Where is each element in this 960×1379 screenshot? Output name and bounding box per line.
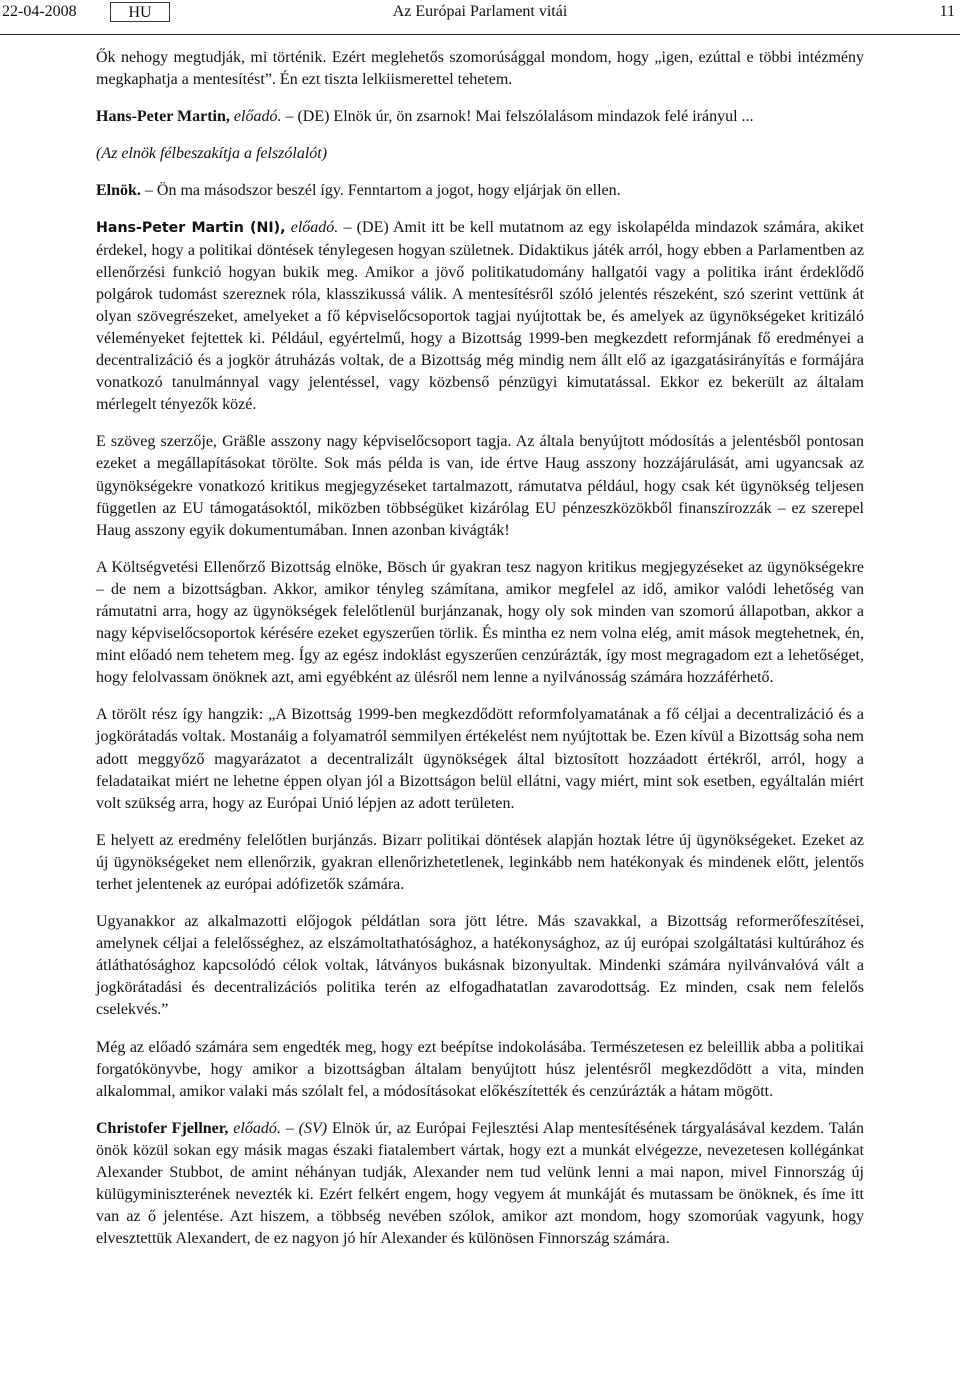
paragraph-12 — [96, 1118, 864, 1251]
paragraph-8: A törölt rész így hangzik: „A Bizottság 1999-ben megkezdődött reformfolyamatának a fő céljai a decentralizáció és a jogkörátadás voltak. Mostanáig a folyamatról semmilyen értékelést nem nyújtottak be. Ezen kívül a Bizottság soha nem adott meggyőző magyarázatot a decentralizált ügynökségek által biztosított hozzáadott értékről, arról, hogy a feladataikat miért ne lehetne éppen olyan jól a Bizottságon belül ellátni, vagy miért, mint sok esetben, egyáltalán miért volt szükség arra, hogy az Európai Unió lépjen az adott területen. — [96, 706, 864, 812]
language-code-box: HU — [110, 2, 170, 22]
document-body — [96, 47, 864, 1265]
speaker-role: előadó. — [290, 219, 339, 237]
speaker-language: – (DE) — [285, 108, 330, 126]
speaker-name: Hans-Peter Martin, — [96, 108, 230, 126]
speaker-name: Christofer Fjellner, — [96, 1119, 229, 1137]
paragraph-9: E helyett az eredmény felelőtlen burjánzás. Bizarr politikai döntések alapján hoztak létre új ügynökségeket. Ezeket az új ügynökségeket nem ellenőrzik, gyakran ellenőrizhetetlenek, leginkább nem hatékonyak és mindenek előtt, jelentős terhet jelentenek az európai adófizetők számára. — [96, 831, 864, 893]
interjection: (Az elnök félbeszakítja a felszólalót) — [96, 145, 328, 163]
paragraph-4 — [96, 180, 864, 202]
speech-text: Elnök úr, ön zsarnok! Mai felszólalásom mindazok felé irányul ... — [333, 108, 754, 126]
speaker-role: előadó. — [233, 108, 282, 126]
paragraph-6: E szöveg szerzője, Gräßle asszony nagy képviselőcsoport tagja. Az általa benyújtott módosítás a jelentésből pontosan ezeket a megállapításokat törölte. Sok más példa is van, ide értve Haug asszony hozzájárulását, ami ugyancsak az ügynökségekre vonatkozó kritikus megjegyzéseket tartalmazott, rámutatva például, hogy csak két ügynökség teljesen független az EU támogatásoktól, miközben többségüket kizárólag EU pénzeszközökből finanszírozzák – ez szerepel Haug asszony egyik dokumentumában. Innen azonban kivágták! — [96, 433, 864, 539]
speaker-language: – (DE) — [343, 219, 389, 237]
speaker-name: Hans-Peter Martin (NI), — [96, 220, 286, 237]
paragraph-5 — [96, 217, 864, 416]
paragraph-1: Ők nehogy megtudják, mi történik. Ezért meglehetős szomorúsággal mondom, hogy „igen, ezúttal e többi intézmény megkaphatja a mentesítést”. Én ezt tiszta lelkiismerettel tehetem. — [96, 49, 864, 89]
speech-text: – Ön ma másodszor beszél így. Fenntartom a jogot, hogy eljárjak ön ellen. — [144, 182, 621, 200]
header-rule — [0, 34, 960, 35]
paragraph-7: A Költségvetési Ellenőrző Bizottság elnöke, Bösch úr gyakran tesz nagyon kritikus megjegyzéseket az ügynökségekre – de nem a bizottságban. Akkor, amikor tényleg számítana, amikor megfelel az idő, amikor valódi lehetőség van rámutatni arra, hogy az ügynökségek felelőtlenül burjánzanak, hogy oly sok minden van szomorú állapotban, akkor a nagy képviselőcsoportok kérésére ezeket egyszerűen törlik. És mintha ez nem volna elég, amit mások megtehetnek, én, mint előadó nem tehetem meg. Így az egész indoklást egyszerűen cenzúrázták, így most megragadom ezt a lehetőséget, hogy felolvassam önöknek azt, ami egyébként az ülésről nem lenne a nyilvánosság számára hozzáférhető. — [96, 558, 864, 687]
speech-text: Elnök úr, az Európai Fejlesztési Alap mentesítésének tárgyalásával kezdem. Talán önök közül sokan egy másik magas északi fiatalembert vártak, hogy ezt a munkát elvégezze, nevezetesen kollégánkat Alexander Stubbot, de amint néhányan tudják, Alexander nem tud velünk lenni a mai napon, mivel Finnország új külügyminiszterének nevezték ki. Ezért felkért engem, hogy vegyem át munkáját és mutassam be önöknek, és íme itt van az ő jelentése. Azt hiszem, a többség nevében szólok, amikor azt mondom, hogy szomorúak vagyunk, hogy elvesztettük Alexandert, de ez nagyon jó hír Alexander és különösen Finnország számára. — [96, 1119, 865, 1248]
paragraph-2 — [96, 106, 864, 128]
page-header — [0, 0, 960, 30]
paragraph-11: Még az előadó számára sem engedték meg, hogy ezt beépítse indokolásába. Természetesen ez beleillik abba a politikai forgatókönyvbe, hogy amikor a bizottságban általam benyújtott húsz jelentésről megkezdődött a vita, minden alkalommal, amikor valaki más szólalt fel, a módosításokat előkészítették és cenzúrázták a hátam mögött. — [96, 1038, 864, 1100]
journal-title: Az Európai Parlament vitái — [392, 3, 568, 20]
speaker-name: Elnök. — [96, 182, 141, 200]
paragraph-10: Ugyanakkor az alkalmazotti előjogok példátlan sora jött létre. Más szavakkal, a Bizottság reformerőfeszítései, amelynek céljai a felelősséghez, az elszámoltathatósághoz, a hatékonysághoz, az új európai szolgáltatási kultúrához és átláthatósághoz kapcsolódó célok voltak, látványos bukásnak bizonyultak. Mindenki számára nyilvánvalóvá vált a jogkörátadási és decentralizációs politika terén az elfogadhatatlan zavarodottság. Ez minden, csak nem felelős cselekvés.” — [96, 913, 864, 1019]
page-number: 11 — [939, 3, 955, 20]
speaker-role: előadó. — [233, 1119, 281, 1137]
speaker-language: – (SV) — [285, 1119, 328, 1137]
speech-text: Amit itt be kell mutatnom az egy iskolapélda mindazok számára, akiket érdekel, hogy a politikai döntések ténylegesen hogyan születnek. Didaktikus játék arról, hogy ebben a Parlamentben az ellenőrzési funkció hogyan bukik meg. Amikor a jövő politikatudomány hallgatói vagy a politika iránt érdeklődő polgárok tudomást szereznek róla, klasszikussá válik. A mentesítésről szóló jelentés részeként, szó szerint vettünk át olyan szövegrészeket, amelyeket a fő képviselőcsoportok tagjai nyújtottak be, és amelyek az ügynökségeket kritizáló véleményeket fejtettek ki. Például, egyértelmű, hogy a Bizottság 1999-ben megkezdett reformjának fő eredményei a decentralizáció és a jogkör átruházás voltak, de a Bizottság még mindig nem állt elő az igazgatásirányítás e formájára vonatkozó tanulmánnyal vagy jelentéssel, vagy közbenső pénzügyi kimutatással. Ekkor ez bekerült az általam mérlegelt tényezők közé. — [96, 219, 864, 414]
header-date: 22-04-2008 — [2, 3, 77, 20]
